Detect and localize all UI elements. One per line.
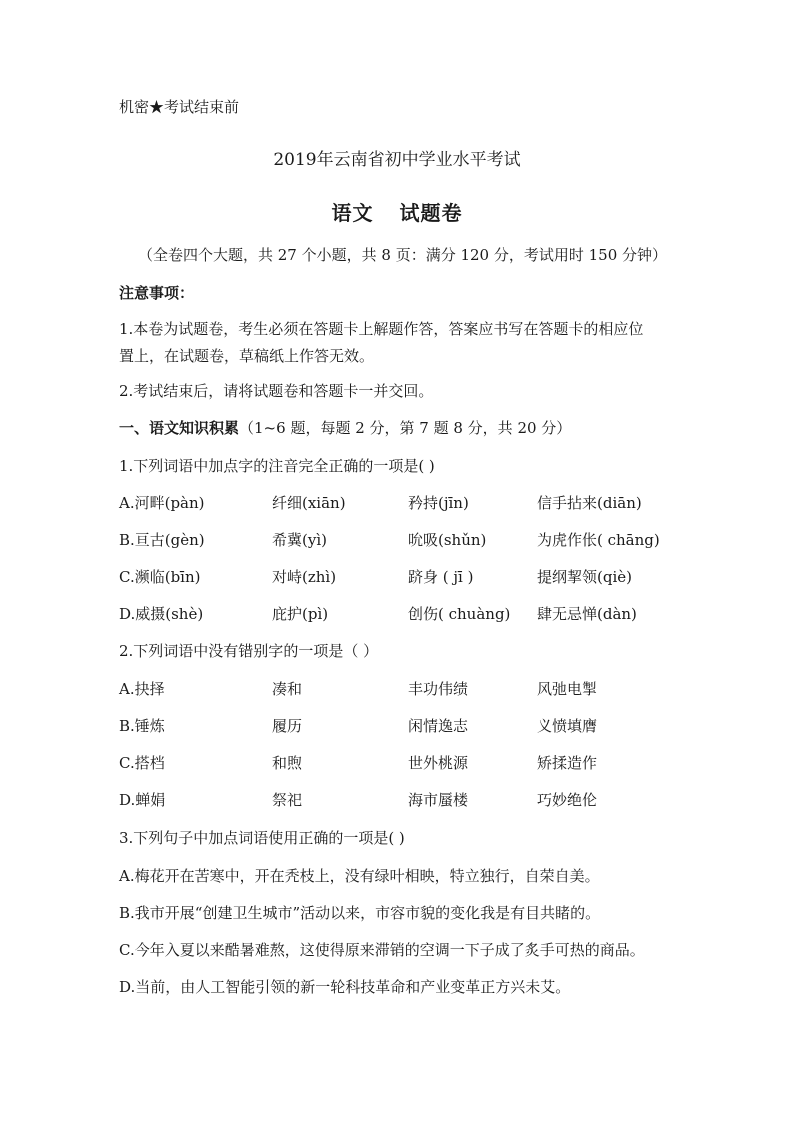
option-cell: 凑和 — [272, 680, 303, 698]
option-cell: 海市蜃楼 — [408, 791, 469, 809]
option-cell: 肆无忌惮(dàn) — [537, 605, 637, 623]
option-cell: 庇护(pì) — [272, 605, 329, 623]
option-cell: B.锤炼 — [119, 717, 165, 735]
exam-title: 2019年云南省初中学业水平考试 — [273, 150, 521, 170]
option-cell: 跻身 ( jī ) — [408, 568, 474, 586]
option-cell: 创伤( chuàng) — [408, 605, 511, 623]
question-1-row-c — [0, 567, 794, 587]
notes-heading: 注意事项： — [119, 284, 195, 302]
subject-name: 语文 — [331, 201, 374, 225]
option-cell: 丰功伟绩 — [408, 680, 469, 698]
question-3-option-a: A.梅花开在苦寒中，开在秃枝上，没有绿叶相映，特立独行，自荣自美。 — [119, 867, 600, 885]
option-cell: B.亘古(gèn) — [119, 531, 205, 549]
question-2-row-b — [0, 716, 794, 736]
option-cell: D.蝉娟 — [119, 791, 166, 809]
note-item-1-continued: 置上，在试题卷，草稿纸上作答无效。 — [119, 347, 375, 365]
question-2-row-a — [0, 679, 794, 699]
option-cell: 为虎作伥( chāng) — [537, 531, 660, 549]
option-cell: 风弛电掣 — [537, 680, 598, 698]
subject-title — [0, 197, 794, 226]
option-cell: 纤细(xiān) — [272, 494, 346, 512]
option-cell: 吮吸(shǔn) — [408, 531, 487, 549]
option-cell: 希冀(yì) — [272, 531, 327, 549]
option-cell: A.抉择 — [119, 680, 165, 698]
option-cell: 提纲挈领(qiè) — [537, 568, 632, 586]
option-cell: 祭祀 — [272, 791, 303, 809]
question-1-stem: 1.下列词语中加点字的注音完全正确的一项是( ) — [119, 457, 435, 475]
question-1-row-d — [0, 604, 794, 624]
question-3-option-b: B.我市开展“创建卫生城市”活动以来，市容市貌的变化我是有目共睹的。 — [119, 904, 601, 922]
option-cell: 巧妙绝伦 — [537, 791, 598, 809]
question-2-row-c — [0, 753, 794, 773]
question-3-option-d: D.当前，由人工智能引领的新一轮科技革命和产业变革正方兴未艾。 — [119, 978, 571, 996]
note-item-1: 1.本卷为试题卷，考生必须在答题卡上解题作答，答案应书写在答题卡的相应位 — [119, 320, 644, 338]
question-1-row-b — [0, 530, 794, 550]
option-cell: 信手拈来(diān) — [537, 494, 642, 512]
option-cell: 对峙(zhì) — [272, 568, 337, 586]
confidential-label: 机密★考试结束前 — [119, 98, 240, 116]
option-cell: 矜持(jīn) — [408, 494, 469, 512]
question-3-option-c: C.今年入夏以来酷暑难熬，这使得原来滞销的空调一下子成了炙手可热的商品。 — [119, 941, 645, 959]
option-cell: A.河畔(pàn) — [119, 494, 205, 512]
option-cell: 闲情逸志 — [408, 717, 469, 735]
option-cell: 履历 — [272, 717, 303, 735]
option-cell: 世外桃源 — [408, 754, 469, 772]
option-cell: 和煦 — [272, 754, 303, 772]
option-cell: C.搭档 — [119, 754, 165, 772]
section-detail: （1~6 题，每题 2 分，第 7 题 8 分，共 20 分） — [239, 419, 572, 437]
section-title: 一、语文知识积累 — [119, 419, 240, 437]
option-cell: 矫揉造作 — [537, 754, 598, 772]
option-cell: D.威摄(shè) — [119, 605, 204, 623]
paper-name: 试题卷 — [399, 201, 463, 225]
question-1-row-a — [0, 493, 794, 513]
question-3-stem: 3.下列句子中加点词语使用正确的一项是( ) — [119, 829, 405, 847]
option-cell: C.濒临(bīn) — [119, 568, 201, 586]
question-2-stem: 2.下列词语中没有错别字的一项是（ ） — [119, 642, 379, 660]
option-cell: 义愤填膺 — [537, 717, 598, 735]
section-heading — [119, 418, 571, 438]
question-2-row-d — [0, 790, 794, 810]
note-item-2: 2.考试结束后，请将试题卷和答题卡一并交回。 — [119, 382, 434, 400]
exam-info: （全卷四个大题，共 27 个小题，共 8 页：满分 120 分，考试用时 150 分钟） — [138, 246, 668, 264]
